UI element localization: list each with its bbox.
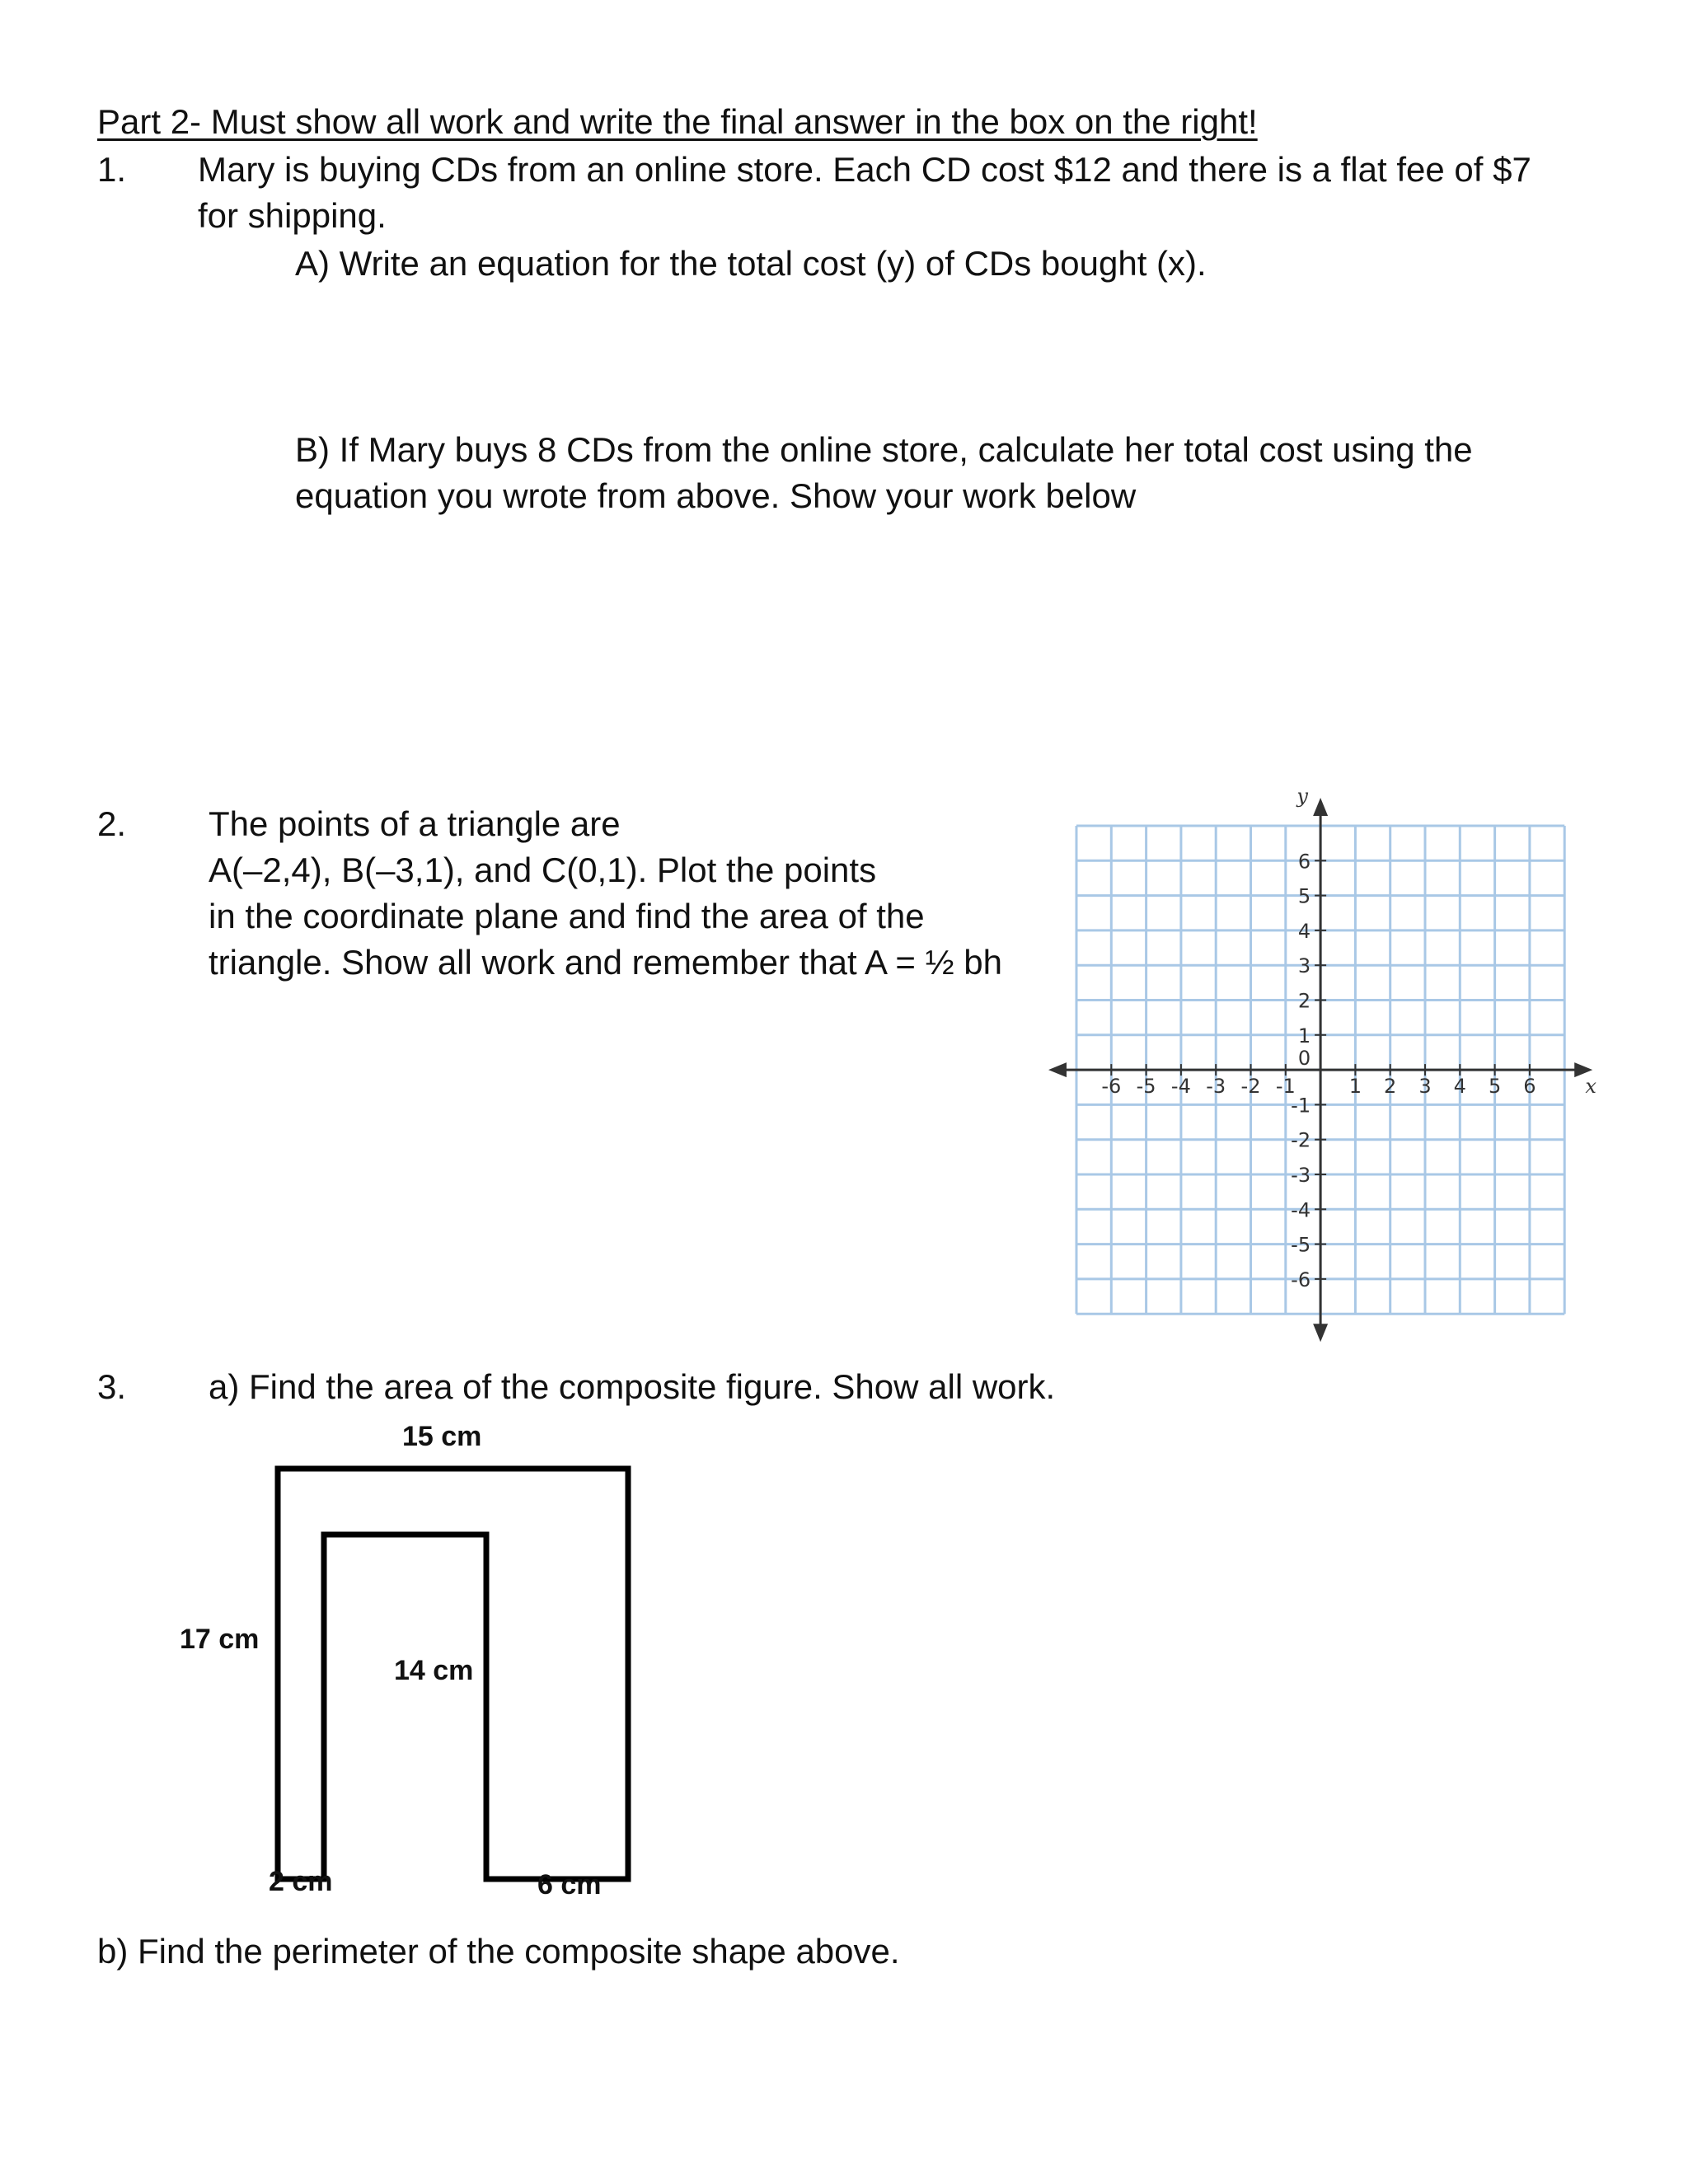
y-tick-label: -4 <box>1291 1198 1311 1222</box>
q2-text-line2: A(–2,4), B(–3,1), and C(0,1). Plot the points <box>209 851 877 889</box>
y-tick-label: -3 <box>1291 1164 1311 1187</box>
y-tick-label: -5 <box>1291 1233 1311 1257</box>
y-tick-label: -1 <box>1291 1094 1311 1118</box>
y-tick-label: 2 <box>1297 989 1311 1013</box>
q1-part-b-line2: equation you wrote from above. Show your work below <box>295 476 1137 515</box>
x-tick-label: 2 <box>1384 1075 1397 1099</box>
q1-part-a: A) Write an equation for the total cost (y) of CDs bought (x). <box>295 244 1207 283</box>
q1-text-line1: Mary is buying CDs from an online store. Each CD cost $12 and there is a flat fee of $7 <box>198 150 1531 189</box>
y-tick-label: 4 <box>1297 919 1311 943</box>
q1-text-line2: for shipping. <box>198 196 387 235</box>
dim-left-leg-label: 2 cm <box>269 1866 333 1897</box>
x-tick-label: -2 <box>1240 1075 1261 1099</box>
q3-part-b: b) Find the perimeter of the composite shape above. <box>97 1932 900 1971</box>
x-tick-label: -5 <box>1136 1075 1156 1099</box>
x-tick-label: -1 <box>1275 1075 1296 1099</box>
dim-left-label: 17 cm <box>180 1624 260 1655</box>
q2-text-line1: The points of a triangle are <box>209 804 621 843</box>
x-tick-label: 4 <box>1453 1075 1466 1099</box>
y-tick-label: -6 <box>1291 1268 1311 1291</box>
y-tick-label: 5 <box>1297 884 1311 908</box>
q2-text-line4: triangle. Show all work and remember that A = ½ bh <box>209 943 1003 982</box>
y-tick-label: 6 <box>1297 850 1311 874</box>
dim-top-label: 15 cm <box>402 1421 482 1452</box>
x-tick-label: 1 <box>1348 1075 1362 1099</box>
x-tick-label: -3 <box>1206 1075 1226 1099</box>
x-tick-label: 3 <box>1418 1075 1432 1099</box>
x-axis-label: x <box>1585 1075 1597 1099</box>
q2-number: 2. <box>97 804 127 843</box>
q1-number: 1. <box>97 150 127 189</box>
x-tick-label: -6 <box>1101 1075 1122 1099</box>
y-axis-label: y <box>1296 785 1308 808</box>
page-header: Part 2- Must show all work and write the final answer in the box on the right! <box>97 102 1258 141</box>
q1-part-b-line1: B) If Mary buys 8 CDs from the online store, calculate her total cost using the <box>295 430 1473 469</box>
y-tick-label: -2 <box>1291 1128 1311 1152</box>
q3-number: 3. <box>97 1367 127 1406</box>
x-tick-label: -4 <box>1170 1075 1191 1099</box>
dim-inner-label: 14 cm <box>394 1655 474 1686</box>
y-tick-label: 3 <box>1297 954 1311 978</box>
q2-text-line3: in the coordinate plane and find the area of the <box>209 897 925 935</box>
q3-part-a: a) Find the area of the composite figure. Show all work. <box>209 1367 1056 1406</box>
dim-right-leg-label: 6 cm <box>537 1869 602 1900</box>
x-tick-label: 5 <box>1488 1075 1502 1099</box>
x-tick-label: 6 <box>1523 1075 1536 1099</box>
y-tick-label: 1 <box>1297 1024 1311 1047</box>
origin-label: 0 <box>1297 1047 1311 1071</box>
